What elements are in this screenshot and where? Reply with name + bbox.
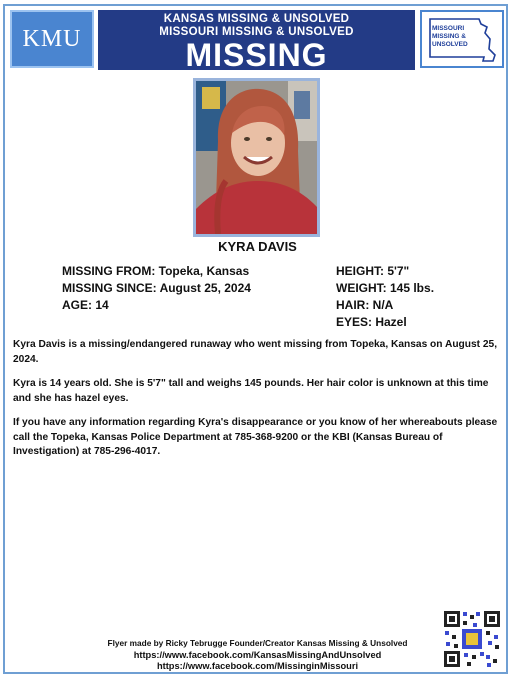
weight: WEIGHT: 145 lbs. — [336, 281, 435, 295]
height: HEIGHT: 5'7" — [336, 264, 410, 278]
contact-paragraph: If you have any information regarding Kyra's disappearance or you know of her whereabouts please call the Topeka, Kansas Police Department at 785-368-9200 or the KBI (Kansas Bureau of Investigation) at 785-296-4017. — [13, 417, 498, 457]
header-banner — [98, 10, 415, 73]
age: AGE: 14 — [62, 298, 109, 312]
eyes: EYES: Hazel — [336, 315, 407, 329]
kmu-logo — [10, 10, 94, 68]
missing-person-name: KYRA DAVIS — [218, 239, 297, 254]
description-paragraph-2: Kyra is 14 years old. She is 5'7" tall and weighs 145 pounds. Her hair color is unknown at this time and she has hazel eyes. — [13, 378, 489, 404]
flyer-credit: Flyer made by Ricky Tebrugge Founder/Creator Kansas Missing & Unsolved — [107, 638, 408, 648]
missing-from: MISSING FROM: Topeka, Kansas — [62, 264, 250, 278]
facebook-link-missouri[interactable]: https://www.facebook.com/MissinginMissouri — [156, 661, 359, 671]
missing-person-photo — [193, 78, 320, 237]
details-left-column — [62, 263, 251, 314]
qr-code[interactable] — [442, 609, 502, 669]
banner-line-missouri: MISSOURI MISSING & UNSOLVED — [159, 26, 354, 38]
missing-since: MISSING SINCE: August 25, 2024 — [62, 281, 251, 295]
banner-line-kansas: KANSAS MISSING & UNSOLVED — [163, 13, 350, 25]
kmu-logo-text: KMU — [22, 25, 82, 52]
missouri-logo — [420, 10, 504, 68]
missing-title: MISSING — [185, 37, 328, 73]
details-right-column — [336, 263, 434, 331]
flyer-header — [7, 8, 506, 72]
hair: HAIR: N/A — [336, 298, 394, 312]
facebook-link-kansas[interactable]: https://www.facebook.com/KansasMissingAndUnsolved — [133, 649, 382, 660]
missouri-logo-text: MISSOURI MISSING & UNSOLVED — [432, 25, 468, 48]
flyer-footer — [0, 638, 515, 673]
description-paragraph-1: Kyra Davis is a missing/endangered runaway who went missing from Topeka, Kansas on August 25, 2024. — [13, 339, 498, 365]
